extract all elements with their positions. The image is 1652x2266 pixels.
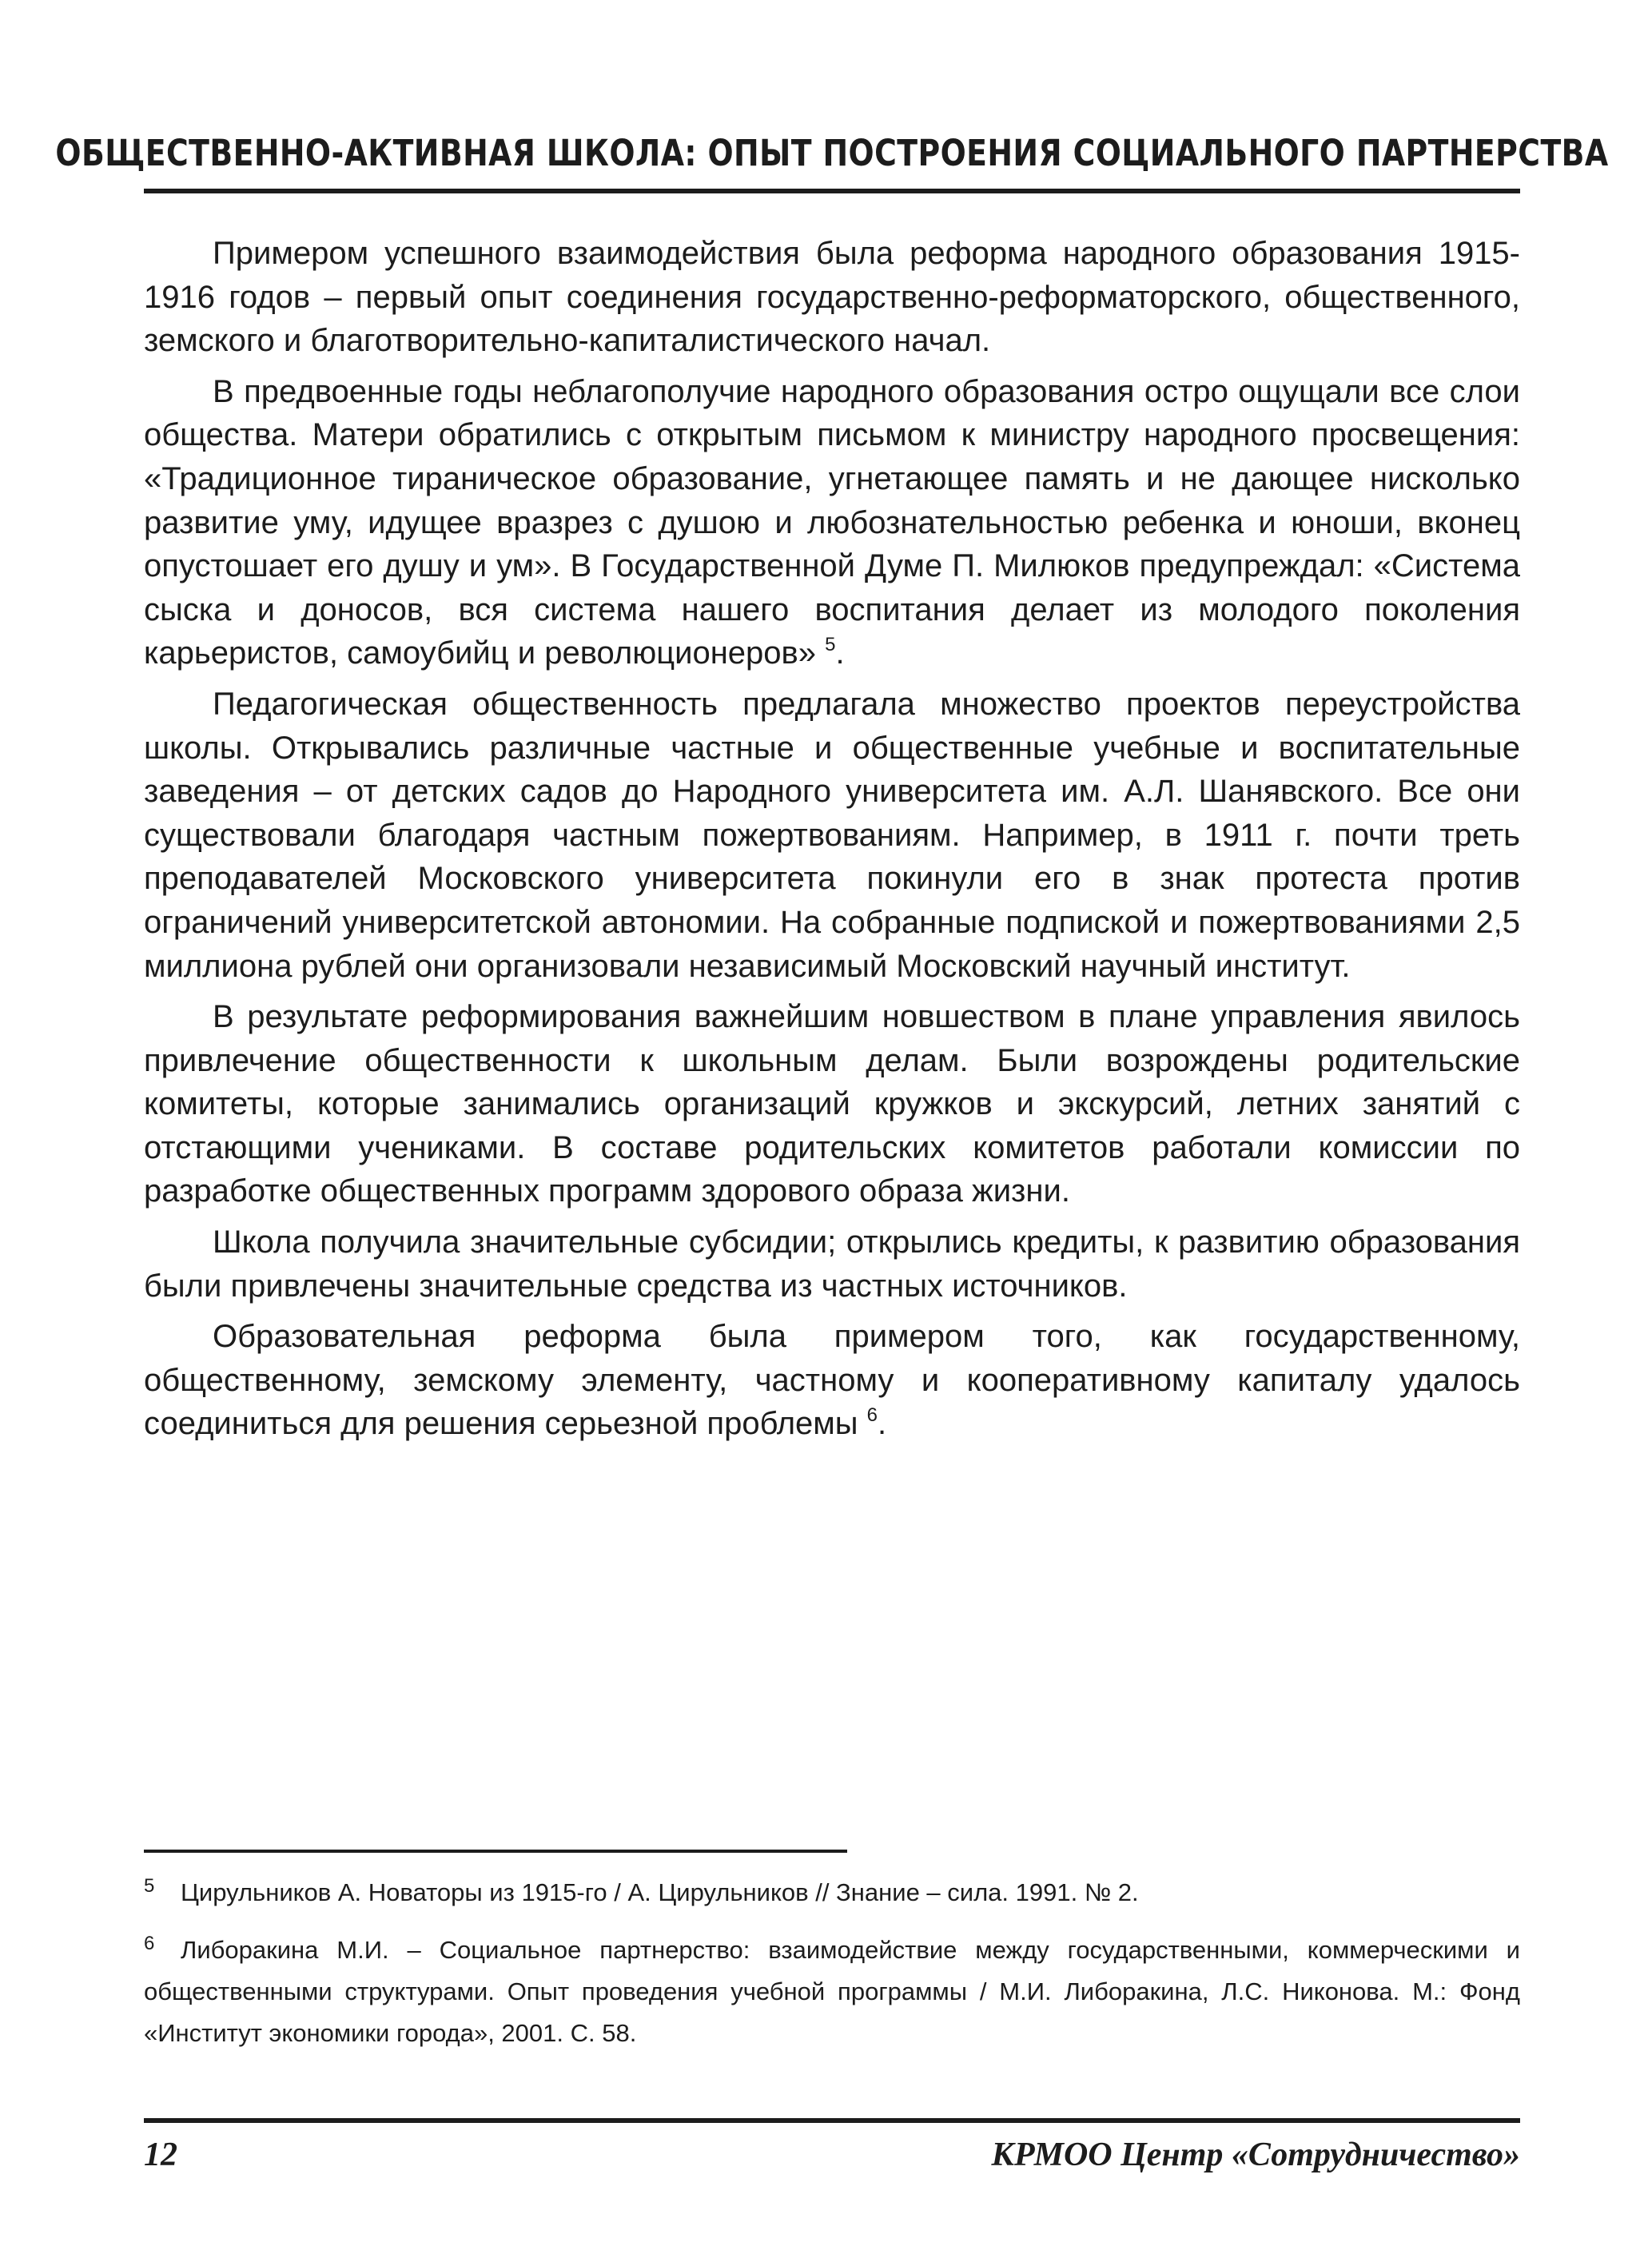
running-header: ОБЩЕСТВЕННО-АКТИВНАЯ ШКОЛА: ОПЫТ ПОСТРОЕНИЯ СОЦИАЛЬНОГО ПАРТНЕРСТВА [55,131,1609,174]
footnote-text: Цирульников А. Новаторы из 1915-го / А. Цирульников // Знание – сила. 1991. № 2. [181,1878,1139,1906]
publisher-name: КРМОО Центр «Сотрудничество» [991,2137,1520,2173]
footer-rule [144,2118,1520,2123]
paragraph-3: Педагогическая общественность предлагала множество проектов переустройства школы. Открывались различные частные и общественные учебные и воспитательные заведения – от детских садов до Народного университета им. А.Л. Шанявского. Все они существовали благодаря частным пожертвованиям. Например, в 1911 г. почти треть преподавателей Московского университета покинули его в знак протеста против ограничений университетской автономии. На собранные подпиской и пожертвованиями 2,5 миллиона рублей они организовали независимый Московский научный институт. [144,686,1520,984]
paragraph-2-end: . [835,635,845,671]
paragraph-6-text: Образовательная реформа была примером того, как государственному, общественному, земскому элементу, частному и кооперативному капиталу удалось соединиться для решения серьезной проблемы [144,1319,1520,1442]
footnote-ref-5[interactable]: 5 [825,634,836,656]
footnotes [144,1872,1520,2070]
paragraph-2 [144,370,1520,675]
paragraph-1: Примером успешного взаимодействия была реформа народного образования 1915-1916 годов – первый опыт соединения государственно-реформаторского, общественного, земского и благотворительно-капиталистического начал. [144,236,1520,359]
page-number: 12 [144,2137,177,2173]
paragraph-6 [144,1315,1520,1446]
footnote-6: 6 Либоракина М.И. – Социальное партнерство: взаимодействие между государственными, коммерческими и общественными структурами. Опыт проведения учебной программы / М.И. Либоракина, Л.С. Никонова. М.: Фонд «Институт экономики города», 2001. С. 58. [144,1932,1520,2047]
footnote-separator [144,1850,847,1853]
footnote-text: Либоракина М.И. – Социальное партнерство: взаимодействие между государственными, коммерческими и общественными структурами. Опыт проведения учебной программы / М.И. Либоракина, Л.С. Никонова. М.: Фонд «Институт экономики города», 2001. С. 58. [144,1936,1520,2047]
body-text [144,232,1520,1453]
paragraph-5: Школа получила значительные субсидии; открылись кредиты, к развитию образования были привлечены значительные средства из частных источников. [144,1225,1520,1304]
header-rule [144,189,1520,193]
paragraph-4: В результате реформирования важнейшим новшеством в плане управления явилось привлечение общественности к школьным делам. Были возрождены родительские комитеты, которые занимались организаций кружков и экскурсий, летних занятий с отстающими учениками. В составе родительских комитетов работали комиссии по разработке общественных программ здорового образа жизни. [144,999,1520,1209]
paragraph-2-text: В предвоенные годы неблагополучие народного образования остро ощущали все слои общества. Матери обратились с открытым письмом к министру народного просвещения: «Традиционное тираническое образование, угнетающее память и не дающее нисколько развитие уму, идущее вразрез с душою и любознательностью ребенка и юноши, вконец опустошает его душу и ум». В Государственной Думе П. Милюков предупреждал: «Система сыска и доносов, вся система нашего воспитания делает из молодого поколения карьеристов, самоубийц и революционеров» [144,373,1520,671]
paragraph-6-end: . [878,1406,887,1442]
footnote-ref-6[interactable]: 6 [866,1404,878,1427]
footnote-5: 5 Цирульников А. Новаторы из 1915-го / А. Цирульников // Знание – сила. 1991. № 2. [144,1874,1139,1906]
